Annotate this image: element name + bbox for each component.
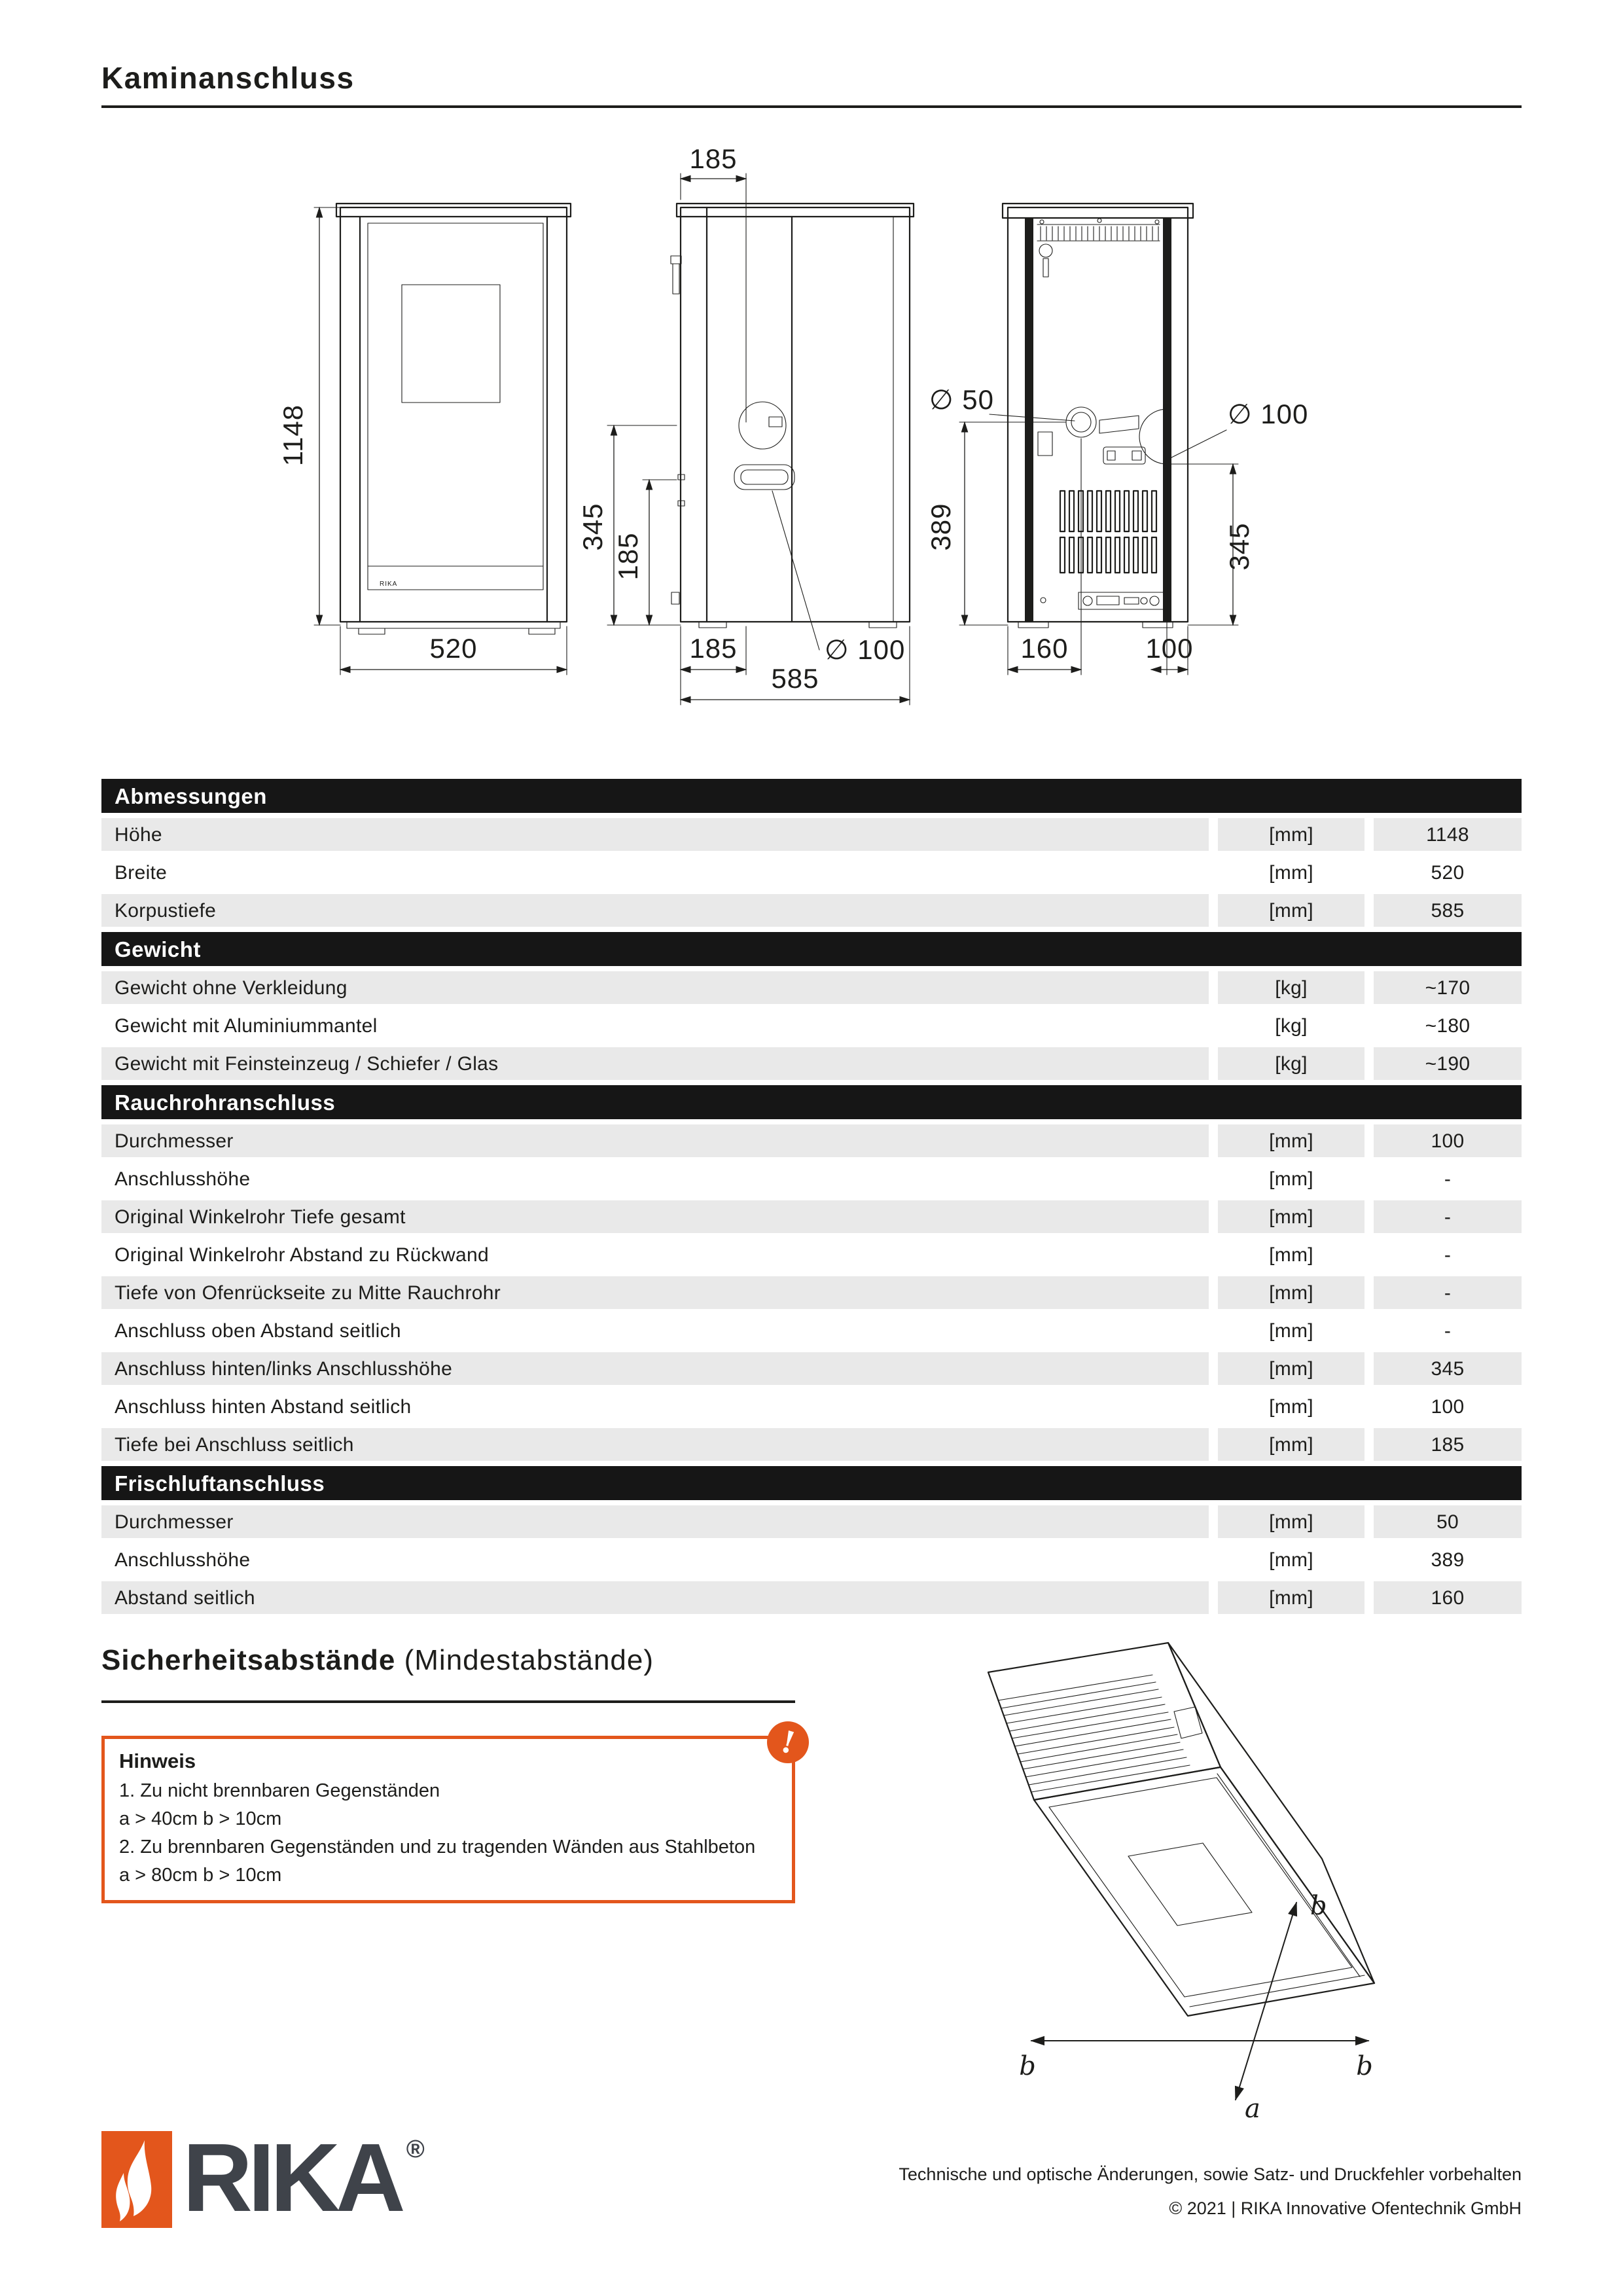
- table-row: [101, 1009, 1522, 1042]
- row-unit: [mm]: [1269, 1168, 1313, 1190]
- row-unit: [mm]: [1269, 1244, 1313, 1266]
- technical-drawings: [249, 134, 1374, 723]
- dim-front-width: 520: [429, 633, 478, 664]
- hinweis-line: a > 40cm b > 10cm: [119, 1808, 282, 1829]
- hinweis-box: [101, 1723, 800, 1903]
- table-row: [101, 1390, 1522, 1423]
- table-row: [101, 818, 1522, 851]
- row-value: -: [1444, 1168, 1452, 1190]
- table-row: [101, 971, 1522, 1004]
- rika-logo: [101, 2124, 425, 2232]
- hinweis-title: Hinweis: [119, 1749, 196, 1772]
- table-row: [101, 1505, 1522, 1538]
- dim-back-389: 389: [925, 503, 956, 551]
- row-label: Abstand seitlich: [101, 1581, 1209, 1614]
- row-value: 100: [1431, 1396, 1465, 1418]
- dim-side-top: 185: [689, 143, 738, 174]
- clearance-axes: [1019, 1891, 1373, 2124]
- footer-line2: © 2021 | RIKA Innovative Ofentechnik GmbH: [1169, 2198, 1522, 2218]
- row-label: Tiefe von Ofenrückseite zu Mitte Rauchrohr: [101, 1276, 1209, 1309]
- page-title: Kaminanschluss: [101, 61, 355, 95]
- row-label: Durchmesser: [101, 1505, 1209, 1538]
- stove-front-logo: RIKA: [380, 581, 398, 588]
- row-unit: [mm]: [1218, 1124, 1364, 1157]
- footer-line1: Technische und optische Änderungen, sowie Satz- und Druckfehler vorbehalten: [899, 2164, 1522, 2184]
- table-section-header: Abmessungen: [101, 779, 1522, 813]
- dim-back-345: 345: [1224, 522, 1255, 571]
- row-unit: [mm]: [1269, 1320, 1313, 1342]
- row-value: -: [1444, 1244, 1452, 1266]
- row-unit: [mm]: [1218, 1352, 1364, 1385]
- row-value: 50: [1374, 1505, 1522, 1538]
- row-label: Gewicht mit Feinsteinzeug / Schiefer / Glas: [101, 1047, 1209, 1080]
- row-value: -: [1374, 1200, 1522, 1233]
- row-unit: [mm]: [1218, 1276, 1364, 1309]
- table-row: [101, 1238, 1522, 1271]
- dim-back-d50: ∅ 50: [929, 384, 994, 415]
- dim-side-bottom-185: 185: [689, 633, 738, 664]
- table-section-header: Rauchrohranschluss: [101, 1085, 1522, 1119]
- safety-title-bold: Sicherheitsabstände: [101, 1644, 396, 1676]
- row-label: Breite: [115, 862, 168, 884]
- row-unit: [mm]: [1269, 1549, 1313, 1571]
- row-value: ~180: [1425, 1015, 1471, 1037]
- row-value: -: [1374, 1276, 1522, 1309]
- table-row: [101, 1543, 1522, 1576]
- row-unit: [mm]: [1269, 1396, 1313, 1418]
- title-underline: [101, 105, 1522, 108]
- dim-side-depth: 585: [771, 663, 819, 694]
- flame-icon: [101, 2131, 172, 2228]
- table-row: [101, 856, 1522, 889]
- table-row: [101, 894, 1522, 927]
- row-value: 520: [1431, 862, 1465, 884]
- dim-back-d100: ∅ 100: [1228, 399, 1309, 429]
- row-value: 185: [1374, 1428, 1522, 1461]
- hinweis-line: 1. Zu nicht brennbaren Gegenständen: [119, 1780, 440, 1801]
- side-view: [577, 143, 914, 705]
- table-row: [101, 1428, 1522, 1461]
- table-row: [101, 1352, 1522, 1385]
- stove-3d: [988, 1643, 1374, 2016]
- row-value: 160: [1374, 1581, 1522, 1614]
- safety-section-title: [101, 1644, 654, 1677]
- table-section-header: Gewicht: [101, 932, 1522, 966]
- vent-slots: [1060, 491, 1156, 573]
- axis-label-b: b: [1356, 2051, 1373, 2081]
- row-value: ~170: [1374, 971, 1522, 1004]
- row-unit: [kg]: [1275, 1015, 1308, 1037]
- row-label: Original Winkelrohr Abstand zu Rückwand: [115, 1244, 489, 1266]
- row-unit: [mm]: [1218, 894, 1364, 927]
- safety-title-light: (Mindestabstände): [404, 1644, 654, 1676]
- row-label: Gewicht mit Aluminiummantel: [115, 1015, 378, 1037]
- dim-front-height: 1148: [277, 404, 308, 467]
- dim-side-diameter: ∅ 100: [825, 634, 906, 665]
- row-unit: [mm]: [1218, 1581, 1364, 1614]
- dim-back-160: 160: [1020, 633, 1069, 664]
- row-unit: [kg]: [1218, 971, 1364, 1004]
- table-row: [101, 1124, 1522, 1157]
- row-label: Durchmesser: [101, 1124, 1209, 1157]
- safety-underline: [101, 1700, 795, 1703]
- row-unit: [mm]: [1218, 818, 1364, 851]
- table-section-header: Frischluftanschluss: [101, 1466, 1522, 1500]
- table-row: [101, 1314, 1522, 1347]
- row-value: 1148: [1374, 818, 1522, 851]
- table-row: [101, 1047, 1522, 1080]
- warning-icon: !: [767, 1721, 809, 1763]
- row-label: Anschlusshöhe: [115, 1168, 251, 1190]
- axis-label-b: b: [1310, 1891, 1327, 1921]
- row-value: 345: [1374, 1352, 1522, 1385]
- back-view: [925, 204, 1308, 675]
- front-view: [277, 204, 571, 675]
- row-label: Anschluss oben Abstand seitlich: [115, 1320, 401, 1342]
- row-label: Höhe: [101, 818, 1209, 851]
- row-label: Tiefe bei Anschluss seitlich: [101, 1428, 1209, 1461]
- axis-label-a: a: [1245, 2094, 1260, 2124]
- hinweis-line: 2. Zu brennbaren Gegenständen und zu tragenden Wänden aus Stahlbeton: [119, 1837, 756, 1857]
- registered-mark: ®: [406, 2136, 425, 2163]
- dim-side-345: 345: [577, 503, 608, 551]
- dim-side-185: 185: [613, 532, 643, 581]
- row-unit: [mm]: [1269, 862, 1313, 884]
- row-unit: [kg]: [1218, 1047, 1364, 1080]
- row-value: ~190: [1374, 1047, 1522, 1080]
- row-label: Anschluss hinten Abstand seitlich: [115, 1396, 412, 1418]
- row-unit: [mm]: [1218, 1200, 1364, 1233]
- row-value: -: [1444, 1320, 1452, 1342]
- isometric-view: [936, 1584, 1492, 2160]
- row-label: Anschluss hinten/links Anschlusshöhe: [101, 1352, 1209, 1385]
- table-row: [101, 1200, 1522, 1233]
- row-label: Original Winkelrohr Tiefe gesamt: [101, 1200, 1209, 1233]
- table-row: [101, 1162, 1522, 1195]
- footer: [899, 2157, 1522, 2225]
- dim-back-100: 100: [1145, 633, 1194, 664]
- row-label: Gewicht ohne Verkleidung: [101, 971, 1209, 1004]
- logo-wordmark: RIKA ®: [183, 2124, 425, 2232]
- row-label: Anschlusshöhe: [115, 1549, 251, 1571]
- row-value: 585: [1374, 894, 1522, 927]
- row-value: 100: [1374, 1124, 1522, 1157]
- hinweis-line: a > 80cm b > 10cm: [119, 1865, 282, 1886]
- row-unit: [mm]: [1218, 1505, 1364, 1538]
- table-row: [101, 1276, 1522, 1309]
- row-value: 389: [1431, 1549, 1465, 1571]
- row-label: Korpustiefe: [101, 894, 1209, 927]
- spec-table: [101, 779, 1522, 1619]
- axis-label-b: b: [1019, 2051, 1036, 2081]
- row-unit: [mm]: [1218, 1428, 1364, 1461]
